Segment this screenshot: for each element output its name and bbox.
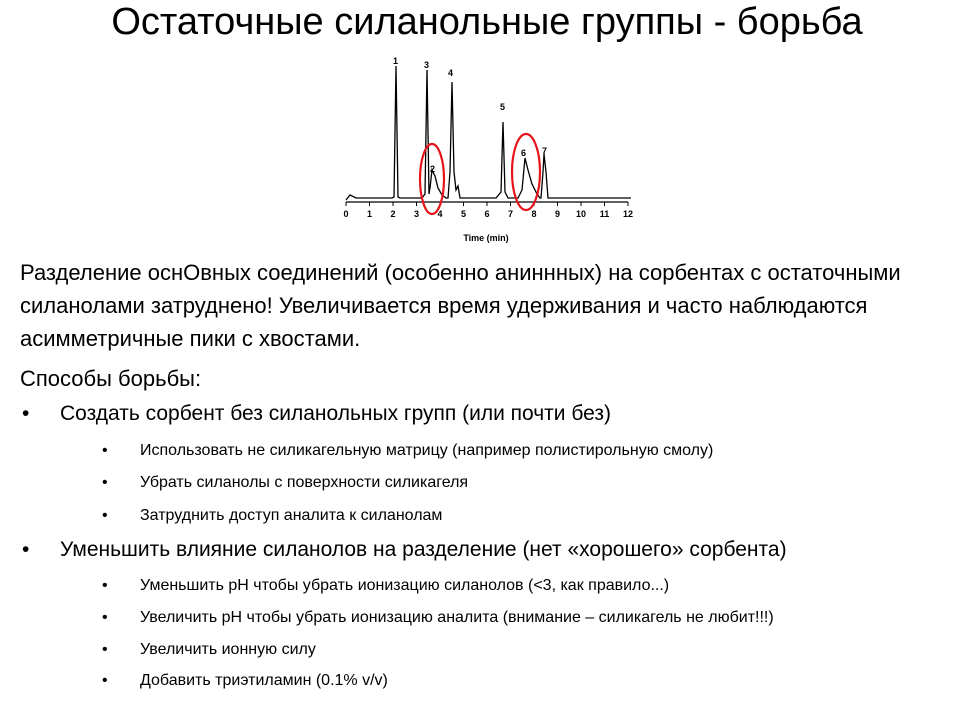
- sub-bullet-text: Затруднить доступ аналита к силанолам: [140, 507, 443, 524]
- tick-label: 4: [437, 209, 443, 219]
- tick-label: 6: [484, 209, 490, 219]
- peak-label-5: 5: [500, 102, 506, 112]
- slide-title: Остаточные силанольные группы - борьба: [111, 1, 863, 43]
- sub-bullet-dot: •: [102, 507, 108, 524]
- sub-bullet-dot: •: [102, 577, 108, 594]
- time-axis-label: Time (min): [463, 233, 509, 243]
- peak-label-7: 7: [542, 146, 548, 156]
- tick-label: 10: [575, 209, 587, 219]
- sub-bullet-dot: •: [102, 672, 108, 689]
- peak-label-4: 4: [448, 68, 454, 78]
- sub-bullet-text: Уменьшить pH чтобы убрать ионизацию силанолов (<3, как правило...): [140, 577, 670, 594]
- sub-bullet-dot: •: [102, 641, 108, 658]
- sub-bullet-dot: •: [102, 442, 108, 459]
- tick-label: 12: [622, 209, 634, 219]
- ways-heading: Способы борьбы:: [20, 366, 202, 391]
- tick-label: 3: [413, 209, 420, 219]
- sub-bullet-text: Использовать не силикагельную матрицу (например полистирольную смолу): [140, 442, 714, 459]
- sub-bullet-text: Убрать силанолы с поверхности силикагеля: [140, 474, 469, 491]
- chromatogram-trace: [346, 66, 631, 200]
- sub-bullet-text: Увеличить pH чтобы убрать ионизацию аналита (внимание – силикагель не любит!!!): [140, 609, 774, 626]
- peak-label-2: 2: [430, 164, 436, 174]
- highlight-circle-peak-6: [512, 134, 540, 210]
- peak-label-1: 1: [393, 56, 399, 66]
- tick-label: 2: [390, 209, 396, 219]
- tick-label: 7: [507, 209, 514, 219]
- intro-paragraph: Разделение оснОвных соединений (особенно аниннных) на сорбентах с остаточными силанолами затруднено! Увеличивается время удерживания и часто наблюдаются асимметричные пики с хвостами.: [20, 260, 901, 351]
- sub-bullet-dot: •: [102, 609, 108, 626]
- bullet-text: Создать сорбент без силанольных групп (или почти без): [60, 402, 611, 425]
- bullet-text: Уменьшить влияние силанолов на разделение (нет «хорошего» сорбента): [60, 538, 787, 561]
- bullet-dot: •: [22, 402, 30, 425]
- tick-label: 0: [343, 209, 349, 219]
- tick-label: 1: [366, 209, 373, 219]
- peak-label-6: 6: [521, 148, 527, 158]
- sub-bullet-text: Добавить триэтиламин (0.1% v/v): [140, 672, 388, 689]
- tick-label: 11: [599, 209, 610, 219]
- tick-label: 9: [554, 209, 561, 219]
- tick-labels: [343, 209, 633, 219]
- tick-marks: [346, 202, 628, 206]
- chromatogram-figure: [336, 52, 636, 247]
- bullet-dot: •: [22, 538, 30, 561]
- highlight-circle-peak-2: [420, 144, 444, 214]
- sub-bullet-dot: •: [102, 474, 108, 491]
- peak-label-3: 3: [424, 60, 430, 70]
- tick-label: 5: [460, 209, 467, 219]
- sub-bullet-text: Увеличить ионную силу: [140, 641, 316, 658]
- tick-label: 8: [531, 209, 537, 219]
